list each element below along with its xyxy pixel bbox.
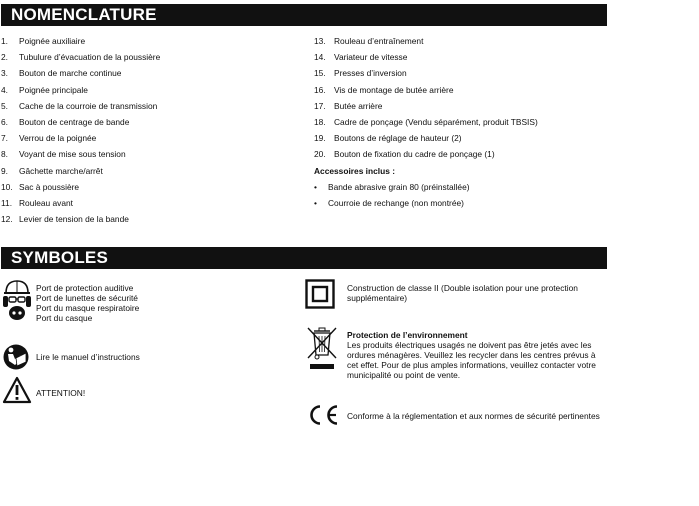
manual-icon (2, 344, 30, 370)
list-item: 3. Bouton de marche continue (1, 68, 122, 79)
list-item: 10. Sac à poussière (1, 181, 80, 192)
list-item: 5. Cache de la courroie de transmission (1, 100, 158, 111)
list-item: 18. Cadre de ponçage (Vendu séparément, produit TBSIS) (314, 116, 538, 127)
list-item: 15. Presses d’inversion (314, 68, 407, 79)
crossed-bin-icon (305, 325, 339, 371)
symboles-heading: SYMBOLES (1, 247, 607, 269)
environment-text: Protection de l’environnement Les produits électriques usagés ne doivent pas être jetés avec les ordures ménagères. Veuillez les recycler dans les centres prévus à cet effet. Pour de plus amples informations, veuillez contacter votre municipalité ou point de vente. (347, 330, 596, 380)
list-item: 6. Bouton de centrage de bande (1, 116, 130, 127)
class-ii-text: Construction de classe II (Double isolation pour une protection supplémentaire) (347, 283, 578, 303)
ppe-head-icon (2, 279, 32, 325)
class-ii-icon (305, 279, 335, 309)
nomenclature-heading: NOMENCLATURE (1, 4, 607, 26)
list-item: 8. Voyant de mise sous tension (1, 149, 126, 160)
accessories-heading: Accessoires inclus : (314, 165, 395, 176)
nomenclature-list-right (314, 33, 538, 211)
ce-text: Conforme à la réglementation et aux normes de sécurité pertinentes (347, 411, 600, 421)
warning-icon (2, 376, 32, 404)
list-item: 20. Bouton de fixation du cadre de ponçage (1) (314, 149, 495, 160)
list-item: 16. Vis de montage de butée arrière (314, 84, 454, 95)
list-item: 17. Butée arrière (314, 100, 383, 111)
list-item: 19. Boutons de réglage de hauteur (2) (314, 133, 462, 144)
ppe-text: Port de protection auditive Port de lunettes de sécurité Port du masque respiratoire Port du casque (36, 283, 140, 323)
ce-mark-icon (305, 404, 341, 426)
nomenclature-list-left (1, 33, 160, 227)
list-item: • Courroie de rechange (non montrée) (314, 197, 464, 208)
list-item: 2. Tubulure d’évacuation de la poussière (1, 52, 161, 63)
attention-text: ATTENTION! (36, 388, 86, 398)
list-item: 14. Variateur de vitesse (314, 52, 408, 63)
list-item: 9. Gâchette marche/arrêt (1, 165, 103, 176)
manual-text: Lire le manuel d’instructions (36, 352, 140, 362)
list-item: 12. Levier de tension de la bande (1, 214, 129, 225)
list-item: 13. Rouleau d’entraînement (314, 36, 424, 46)
list-item: 11. Rouleau avant (1, 197, 74, 208)
list-item: 4. Poignée principale (1, 84, 88, 95)
list-item: 7. Verrou de la poignée (1, 133, 97, 144)
list-item: • Bande abrasive grain 80 (préinstallée) (314, 181, 470, 192)
list-item: 1. Poignée auxiliaire (1, 36, 86, 46)
